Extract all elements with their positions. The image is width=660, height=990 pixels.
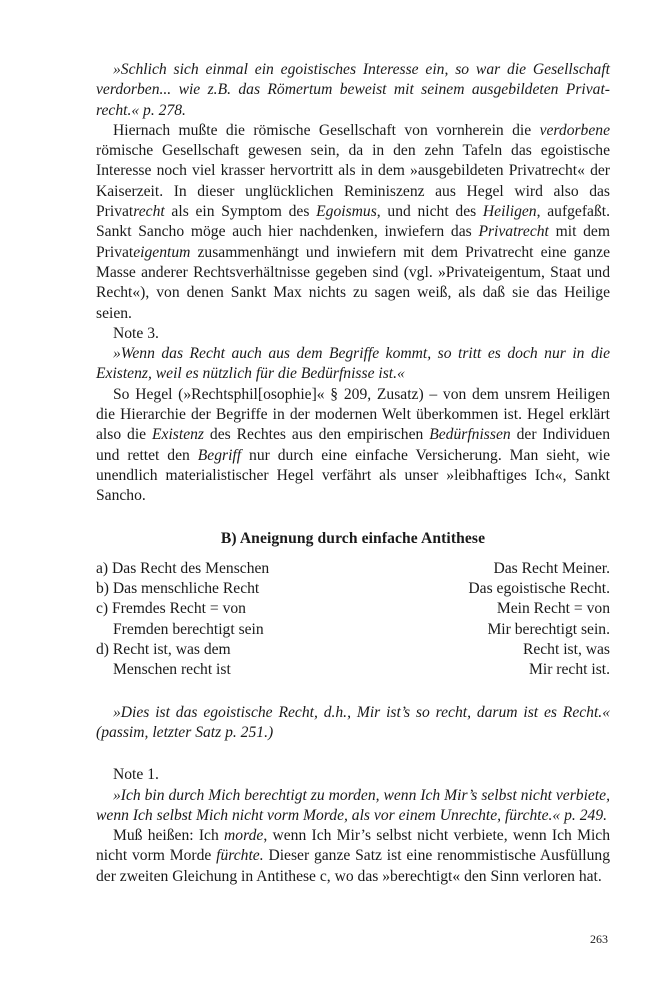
antithese-table	[96, 559, 610, 681]
quote-text: »Dies ist das egoistische Recht, d.h., Mir ist’s so recht, darum ist es Recht.« (passim, letzter Satz p. 251.)	[96, 703, 610, 741]
antithese-left: Menschen recht ist	[113, 661, 231, 679]
text-run: römische Gesellschaft gewesen sein, da in den zehn Tafeln das egoistische Interesse noch viel krasser hervortritt als in dem »ausgebildeten Privatrecht« der Kaiserzeit. In dieser unglücklichen Reminiszenz aus Hegel wird also das Privat	[96, 142, 610, 221]
text-run: , und nicht des	[376, 203, 483, 221]
emphasis: fürchte.	[216, 847, 264, 865]
antithese-row-d	[96, 640, 610, 660]
emphasis: morde	[224, 827, 264, 845]
text-run: mit dem Privat	[96, 223, 610, 261]
antithese-row-c	[96, 599, 610, 619]
antithese-right: Mein Recht = von	[496, 600, 610, 618]
emphasis: Privatrecht	[478, 223, 549, 241]
text-run: nur durch eine einfache Versicherung. Man sieht, wie unendlich materialistischer Hegel verfährt als unser »leibhaftiges Ich«, Sankt Sancho.	[96, 446, 610, 505]
page-body	[96, 60, 610, 887]
emphasis: Begriff	[197, 446, 242, 464]
text-run: zusammenhängt und inwiefern mit dem Privatrecht eine ganze Masse anderer Rechtsverhältnisse gegeben sind (vgl. »Privateigentum, Staat und Recht«), von denen Sankt Max nichts zu sagen weiß, als daß sie das Heilige seien.	[96, 243, 610, 322]
quote-text: »Wenn das Recht auch aus dem Begriffe kommt, so tritt es doch nur in die Existenz, weil es nützlich für die Bedürfnisse ist.«	[96, 345, 610, 383]
text-run: als ein Symptom des	[164, 203, 317, 221]
emphasis: verdorbene	[539, 121, 610, 139]
text-run: der Individuen und rettet den	[96, 426, 610, 464]
emphasis: eigentum	[133, 243, 191, 261]
text-run: Dieser ganze Satz ist eine renommistische Ausfüllung der zweiten Gleichung in Antithese c, wo das »berechtigt« den Sinn verloren hat.	[96, 847, 610, 885]
antithese-left: b) Das menschliche Recht	[96, 580, 260, 598]
paragraph-2	[96, 121, 610, 324]
text-run: , wenn Ich Mir’s selbst nicht verbiete, wenn Ich Mich nicht vorm Morde	[96, 827, 610, 865]
antithese-right: Mir berechtigt sein.	[487, 620, 610, 638]
note-3-label: Note 3.	[113, 324, 159, 342]
antithese-left: c) Fremdes Recht = von	[96, 600, 246, 618]
antithese-left: d) Recht ist, was dem	[96, 641, 231, 659]
antithese-right: Das Recht Meiner.	[493, 559, 610, 577]
antithese-row-b	[96, 579, 610, 599]
quote-text: »Ich bin durch Mich berechtigt zu morden, wenn Ich Mir’s selbst nicht verbiete, wenn Ich selbst Mich nicht vorm Morde, als vor einem Unrechte, fürchte.« p. 249.	[96, 786, 610, 824]
emphasis: Existenz	[152, 426, 204, 444]
antithese-row-d-cont	[96, 660, 610, 680]
emphasis: Heiligen	[482, 203, 537, 221]
quote-paragraph-3	[96, 344, 610, 385]
antithese-row-a	[96, 559, 610, 579]
quote-text: »Schlich sich einmal ein egoistisches Interesse ein, so war die Gesellschaft verdorben... wie z.B. das Römertum beweist mit seinem ausgebildeten Privatrecht.« p. 278.	[96, 61, 610, 119]
paragraph-6	[96, 826, 610, 887]
section-heading: B) Aneignung durch einfache Antithese	[220, 529, 486, 547]
text-run: Muß heißen: Ich	[113, 827, 225, 845]
page-number: 263	[590, 932, 608, 946]
text-run: So Hegel (»Rechtsphil[osophie]« § 209, Zusatz) – von dem unsrem Heiligen die Hierarchie der Begriffe in der modernen Welt überkommen ist. Hegel erklärt also die	[96, 385, 610, 444]
text-run: , aufgefaßt. Sankt Sancho möge auch hier nachdenken, inwiefern das	[96, 203, 610, 241]
paragraph-4	[96, 385, 610, 507]
emphasis: recht	[133, 203, 165, 221]
quote-egoistic-right	[96, 703, 610, 744]
text-run: Hiernach mußte die römische Gesellschaft von vornherein die	[113, 121, 540, 139]
antithese-left: Fremden berechtigt sein	[113, 620, 264, 638]
emphasis: Bedürfnissen	[429, 426, 511, 444]
text-run: des Rechtes aus den empirischen	[204, 426, 430, 444]
antithese-row-c-cont	[96, 620, 610, 640]
antithese-right: Mir recht ist.	[529, 661, 610, 679]
note-1-label: Note 1.	[113, 766, 159, 784]
antithese-right: Recht ist, was	[522, 641, 610, 659]
antithese-right: Das egoistische Recht.	[468, 580, 610, 598]
quote-paragraph-1	[96, 60, 610, 121]
quote-paragraph-5	[96, 786, 610, 827]
antithese-left: a) Das Recht des Menschen	[96, 559, 270, 577]
emphasis: Egoismus	[316, 203, 377, 221]
